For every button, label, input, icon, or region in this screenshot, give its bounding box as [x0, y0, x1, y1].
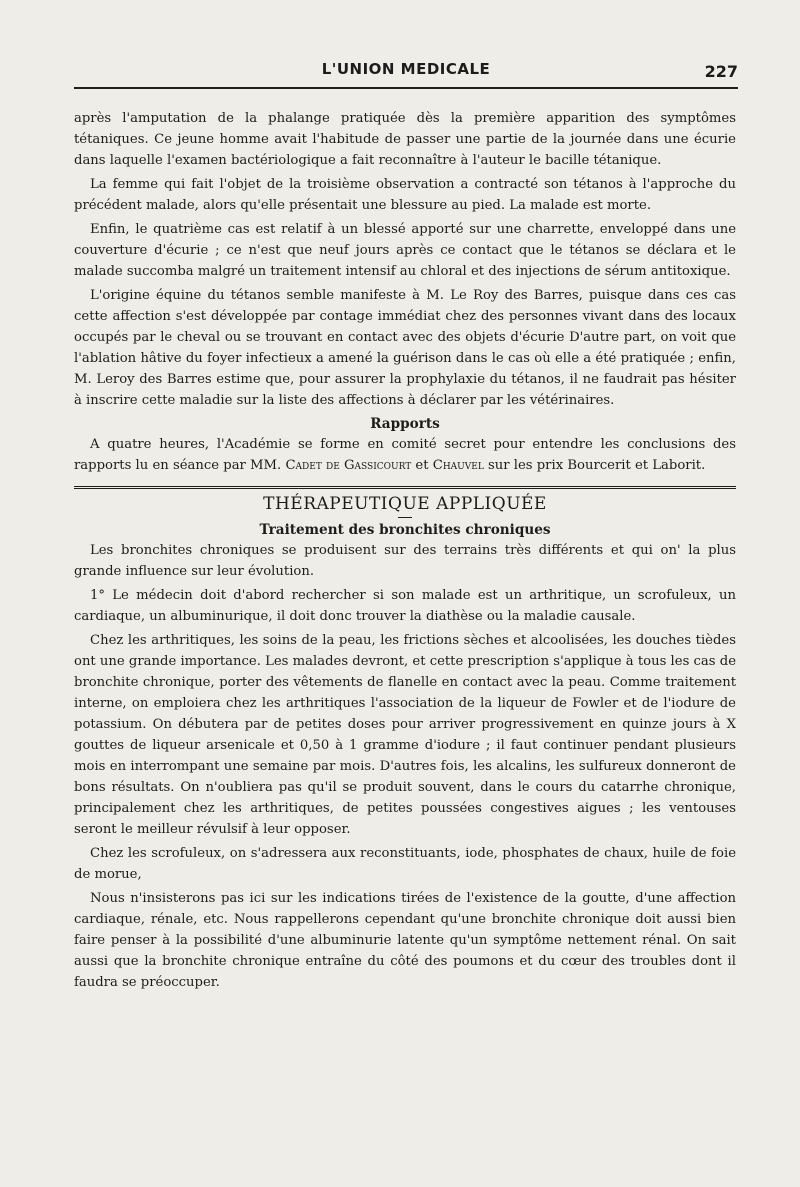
article-subtitle: Traitement des bronchites chroniques	[259, 522, 551, 538]
rapports-text-after: sur les prix Bourcerit et Laborit.	[483, 458, 706, 473]
rapports-heading: Rapports	[370, 416, 440, 432]
rapports-text-mid: et	[411, 458, 433, 473]
paragraph-scrofuleux: Chez les scrofuleux, on s'adressera aux reconstituants, iode, phosphates de chaux, huile de foie de morue,	[74, 846, 736, 882]
paragraph-amputation: après l'amputation de la phalange pratiquée dès la première apparition des symptômes tétaniques. Ce jeune homme avait l'habitude de passer une partie de la journée dans une écurie dans laquelle l'examen bactériologique a fait reconnaître à l'auteur le bacille tétanique.	[74, 111, 736, 168]
header-rule	[74, 87, 738, 89]
paragraph-terrains: Les bronchites chroniques se produisent sur des terrains très différents et qui on' la plus grande influence sur leur évolution.	[74, 543, 736, 579]
paragraph-diathese: 1° Le médecin doit d'abord rechercher si son malade est un arthritique, un scrofuleux, un cardiaque, un albuminurique, il doit donc trouver la diathèse ou la maladie causale.	[74, 588, 736, 624]
section-title: THÉRAPEUTIQUE APPLIQUÉE	[263, 494, 547, 514]
title-underline	[398, 517, 412, 518]
journal-title: L'UNION MEDICALE	[321, 60, 491, 78]
section-divider	[74, 486, 736, 489]
paragraph-equine-origin: L'origine équine du tétanos semble manifeste à M. Le Roy des Barres, puisque dans ces cas cette affection s'est développée par contage immédiat chez des personnes vivant dans des locaux occupés par le cheval ou se trouvant en contact avec des objets d'écurie D'autre part, on voit que l'ablation hâtive du foyer infectieux a amené la guérison dans le cas où elle a été pratiquée ; enfin, M. Leroy des Barres estime que, pour assurer la prophylaxie du tétanos, il ne faudrait pas hésiter à inscrire cette maladie sur la liste des affections à déclarer par les vétérinaires.	[74, 288, 736, 408]
article-body	[74, 108, 736, 996]
rapporteur-name-cadet: Cadet de Gassicourt	[285, 458, 412, 473]
paragraph-fourth-case: Enfin, le quatrième cas est relatif à un blessé apporté sur une charrette, enveloppé dans une couverture d'écurie ; ce n'est que neuf jours après ce contact que le tétanos se déclara et le malade succomba malgré un traitement intensif au chloral et des injections de sérum antitoxique.	[74, 222, 736, 279]
page-number: 227	[704, 62, 738, 81]
rapports-text-before: A quatre heures, l'Académie se forme en comité secret pour entendre les conclusions des rapports lu en séance par MM.	[74, 437, 736, 473]
paragraph-albuminurie: Nous n'insisterons pas ici sur les indications tirées de l'existence de la goutte, d'une affection cardiaque, rénale, etc. Nous rappellerons cependant qu'une bronchite chronique doit aussi bien faire penser à la possibilité d'une albuminurie latente qu'un symptôme nettement rénal. On sait aussi que la bronchite chronique entraîne du côté des poumons et du cœur des troubles dont il faudra se préoccuper.	[74, 891, 736, 990]
paragraph-arthritiques: Chez les arthritiques, les soins de la peau, les frictions sèches et alcoolisées, les douches tièdes ont une grande importance. Les malades devront, et cette prescription s'applique à tous les cas de bronchite chronique, porter des vêtements de flanelle en contact avec la peau. Comme traitement interne, on emploiera chez les arthritiques l'association de la liqueur de Fowler et de l'iodure de potassium. On débutera par de petites doses pour arriver progressivement en quinze jours à X gouttes de liqueur arsenicale et 0,50 à 1 gramme d'iodure ; il faut continuer pendant plusieurs mois en interrompant une semaine par mois. D'autres fois, les alcalins, les sulfureux donneront de bons résultats. On n'oubliera pas qu'il se produit souvent, dans le cours du catarrhe chronique, principalement chez les arthritiques, de petites poussées congestives aigues ; les ventouses seront le meilleur révulsif à leur opposer.	[74, 633, 736, 837]
running-head	[74, 56, 738, 90]
rapporteur-name-chauvel: Chauvel	[432, 458, 484, 473]
paragraph-third-case: La femme qui fait l'objet de la troisième observation a contracté son tétanos à l'approche du précédent malade, alors qu'elle présentait une blessure au pied. La malade est morte.	[74, 177, 736, 213]
paragraph-rapports	[74, 434, 736, 476]
